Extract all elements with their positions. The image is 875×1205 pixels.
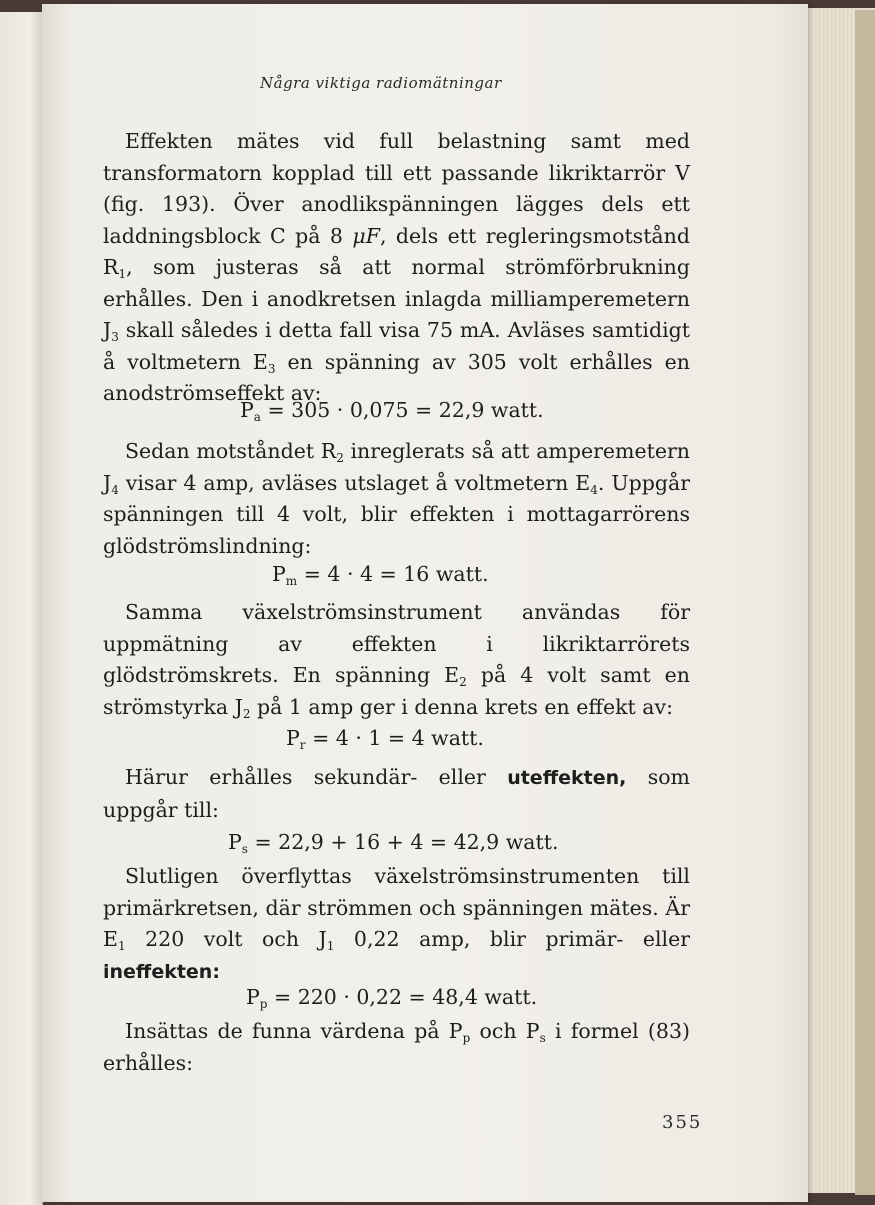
formula-pp: $P_p = 220 \cdot 0,22 = 48,4$ watt. — [246, 985, 538, 1011]
page-number: 355 — [662, 1112, 703, 1133]
paragraph-samma: Samma växelströmsinstrument användas för uppmätning av effekten i likriktarrörets glödströmskrets. En spänning $E_2$ på 4 volt samt en strömstyrka $J_2$ på 1 amp ger i denna krets en effekt av: — [103, 600, 690, 721]
running-header: Några viktiga radiomätningar — [260, 74, 502, 92]
paragraph-harur: Härur erhålles sekundär- eller uteffekten, som uppgår till: — [103, 765, 690, 822]
paragraph-effekten: Effekten mätes vid full belastning samt med transformatorn kopplad till ett passande likriktarrör V (fig. 193). Över anodlikspänningen lägges dels ett laddningsblock C på 8 μF, dels ett regleringsmotstånd $R_1$, som justeras så att normal strömförbrukning erhålles. Den i anodkretsen inlagda milliamperemetern $J_3$ skall således i detta fall visa 75 mA. Avläses samtidigt å voltmetern $E_3$ en spänning av 305 volt erhålles en anodströmseffekt av: — [103, 129, 690, 405]
paragraph-slutligen: Slutligen överflyttas växelströmsinstrumenten till primärkretsen, där strömmen och spänningen mätes. Är $E_1$ 220 volt och $J_1$ 0,22 amp, blir primär- eller ineffekten: — [103, 864, 691, 983]
left-page-edge — [0, 12, 43, 1205]
book-cover-edge — [855, 10, 875, 1195]
formula-ps: $P_s = 22,9 + 16 + 4 = 42,9$ watt. — [228, 830, 559, 856]
paragraph-sedan: Sedan motståndet $R_2$ inreglerats så att amperemetern $J_4$ visar 4 amp, avläses utslaget å voltmetern $E_4$. Uppgår spänningen till 4 volt, blir effekten i mottagarrörens glödströmslindning: — [103, 439, 690, 558]
paragraph-insattas: Insättas de funna värdena på $P_p$ och $P_s$ i formel (83) erhålles: — [103, 1019, 690, 1075]
formula-pr: $P_r = 4 \cdot 1 = 4$ watt. — [286, 726, 484, 752]
formula-pm: $P_m = 4 \cdot 4 = 16$ watt. — [272, 562, 489, 588]
formula-pa: $P_a = 305 \cdot 0,075 = 22,9$ watt. — [240, 398, 544, 424]
